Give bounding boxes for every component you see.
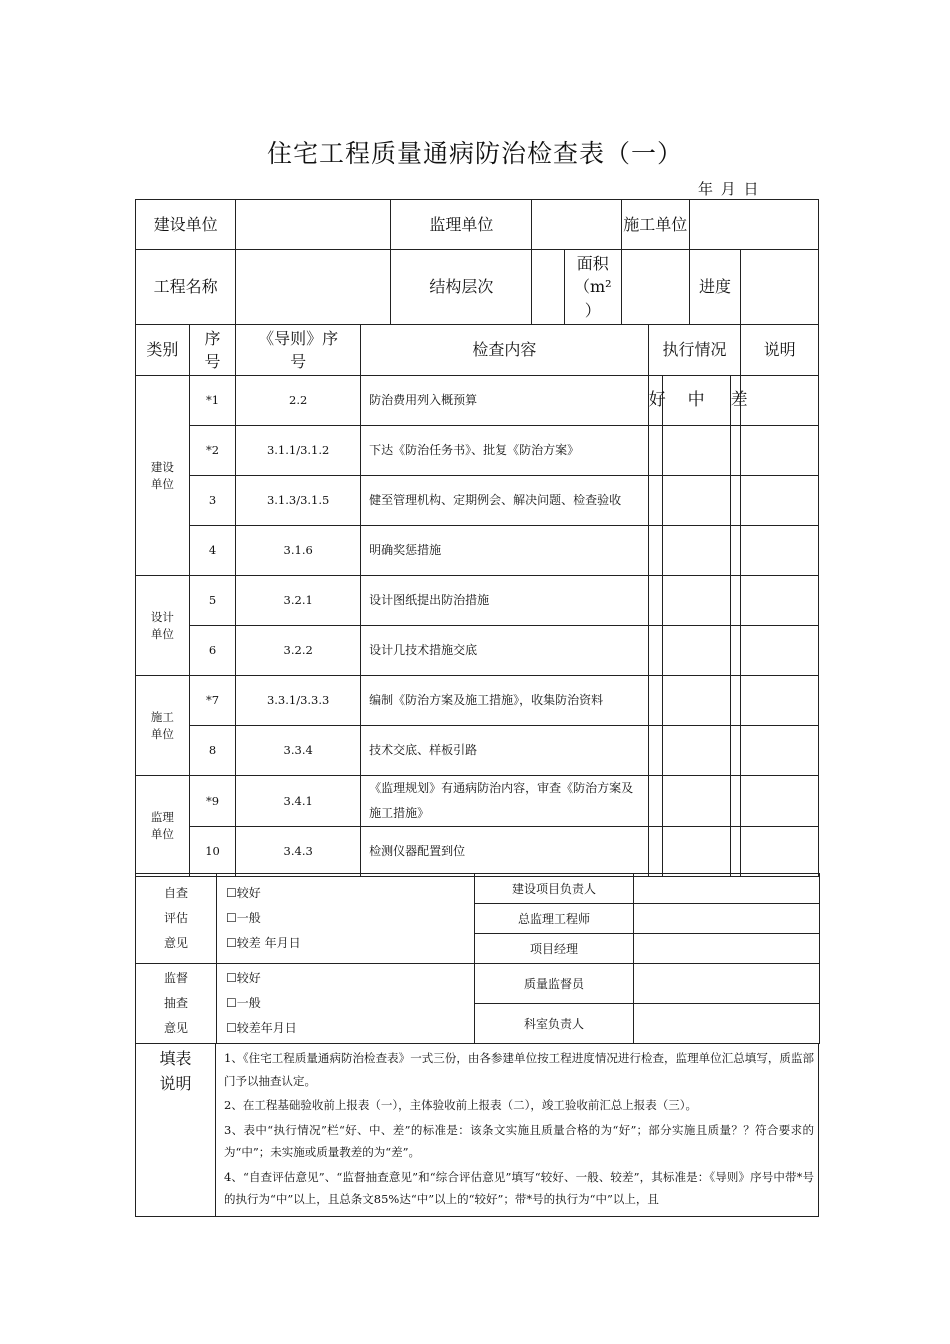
label-progress: 进度 — [689, 250, 741, 325]
row-note[interactable] — [741, 726, 819, 776]
row-seq: 5 — [189, 576, 235, 626]
col-content: 检查内容 — [361, 325, 649, 376]
row-seq: 8 — [189, 726, 235, 776]
category-build — [136, 376, 190, 576]
role-project-leader: 建设项目负责人 — [475, 874, 634, 904]
row-content-line1: 《监理规划》有通病防治内容，审查《防治方案及 — [369, 781, 634, 795]
col-category: 类别 — [136, 325, 190, 376]
row-note[interactable] — [741, 426, 819, 476]
instruction-item: 3、表中“执行情况”栏“好、中、差”的标准是：该条文实施且质量合格的为“好”；部分实施且质量？？符合要求的为“中”；未实施或质量教差的为“差”。 — [224, 1122, 814, 1159]
value-area[interactable] — [621, 250, 689, 325]
instruction-item: 4、“自查评估意见”、“监督抽查意见”和“综合评估意见”填写“较好、一般、较差”，其标准是：《导则》序号中带*号的执行为“中”以上，且总条文85%达“中”以上的“较好”；带*号的执行为“中”以上，且 — [224, 1169, 814, 1206]
row-seq: 4 — [189, 526, 235, 576]
category-supervise — [136, 776, 190, 877]
row-note[interactable] — [741, 776, 819, 827]
instructions-body — [224, 1047, 814, 1213]
cell-poor[interactable] — [730, 526, 741, 576]
row-seq: 6 — [189, 626, 235, 676]
role-section-head: 科室负责人 — [475, 1004, 634, 1044]
value-supervise-unit[interactable] — [532, 200, 621, 250]
self-eval-option-poor[interactable]: ☐较差 年月日 — [226, 936, 301, 950]
row-ref: 3.4.1 — [236, 776, 361, 827]
cell-good[interactable] — [648, 776, 662, 827]
supervise-eval-option-poor[interactable]: ☐较差年月日 — [226, 1021, 297, 1035]
row-seq: 3 — [189, 476, 235, 526]
row-note[interactable] — [741, 376, 819, 426]
cell-medium[interactable] — [662, 426, 730, 476]
self-eval-label-line2: 评估 — [163, 911, 188, 925]
self-eval-option-fair[interactable]: ☐一般 — [226, 911, 261, 925]
category-design — [136, 576, 190, 676]
col-guide-seq — [236, 325, 361, 376]
row-seq: *9 — [189, 776, 235, 827]
cell-medium[interactable] — [662, 626, 730, 676]
category-construct-line1: 施工 — [150, 709, 174, 724]
row-note[interactable] — [741, 476, 819, 526]
category-build-line1: 建设 — [150, 459, 174, 474]
table-bottom-border — [135, 1216, 819, 1217]
cell-good[interactable] — [648, 676, 662, 726]
col-execution: 执行情况 — [648, 325, 741, 376]
instructions-label-line1: 填表 — [159, 1049, 192, 1068]
category-build-line2: 单位 — [150, 476, 174, 491]
grade-medium-header[interactable]: 中 — [662, 376, 730, 426]
cell-medium[interactable] — [662, 526, 730, 576]
label-build-unit: 建设单位 — [136, 200, 236, 250]
row-content: 设计图纸提出防治措施 — [361, 576, 649, 626]
cell-medium[interactable] — [662, 676, 730, 726]
cell-good[interactable] — [648, 576, 662, 626]
row-content: 编制《防治方案及施工措施》，收集防治资料 — [361, 676, 649, 726]
row-content: 检测仪器配置到位 — [361, 827, 649, 877]
page-title: 住宅工程质量通病防治检查表（一） — [266, 139, 683, 168]
date-label: 年 月 日 — [698, 180, 759, 198]
cell-poor[interactable] — [730, 626, 741, 676]
cell-good[interactable] — [648, 626, 662, 676]
supervise-eval-option-fair[interactable]: ☐一般 — [226, 996, 261, 1010]
supervise-eval-label-line3: 意见 — [163, 1021, 188, 1035]
category-design-line2: 单位 — [150, 626, 174, 641]
cell-medium[interactable] — [662, 476, 730, 526]
row-content: 明确奖惩措施 — [361, 526, 649, 576]
value-build-unit[interactable] — [236, 200, 391, 250]
label-supervise-unit: 监理单位 — [391, 200, 532, 250]
area-label-line2: （m² — [573, 277, 612, 297]
row-seq: *1 — [189, 376, 235, 426]
cell-poor[interactable] — [730, 576, 741, 626]
label-structure-floors: 结构层次 — [391, 250, 532, 325]
row-ref: 2.2 — [236, 376, 361, 426]
role-project-manager: 项目经理 — [475, 934, 634, 964]
col-note: 说明 — [741, 325, 819, 376]
value-construct-unit[interactable] — [689, 200, 818, 250]
instruction-item: 2、在工程基础验收前上报表（一），主体验收前上报表（二），竣工验收前汇总上报表（三）。 — [224, 1098, 698, 1112]
row-ref: 3.2.1 — [236, 576, 361, 626]
self-eval-label-line1: 自查 — [163, 886, 188, 900]
signature-chief-supervisor[interactable] — [634, 904, 820, 934]
role-quality-inspector: 质量监督员 — [475, 964, 634, 1004]
self-eval-label-line3: 意见 — [163, 936, 188, 950]
col-guide-seq-line2: 号 — [290, 352, 307, 371]
cell-good[interactable] — [648, 827, 662, 877]
row-content: 健至管理机构、定期例会、解决问题、检查验收 — [361, 476, 649, 526]
row-seq: 10 — [189, 827, 235, 877]
cell-poor[interactable] — [730, 776, 741, 827]
instructions-label — [136, 1044, 216, 1217]
row-content: 设计几技术措施交底 — [361, 626, 649, 676]
row-ref: 3.3.4 — [236, 726, 361, 776]
category-construct-line2: 单位 — [150, 726, 174, 741]
row-note[interactable] — [741, 526, 819, 576]
row-seq: *2 — [189, 426, 235, 476]
col-seq-line2: 号 — [204, 352, 221, 371]
value-structure-floors[interactable] — [532, 250, 564, 325]
row-ref: 3.4.3 — [236, 827, 361, 877]
cell-medium[interactable] — [662, 576, 730, 626]
supervise-eval-label — [136, 964, 217, 1044]
category-supervise-line1: 监理 — [150, 810, 174, 825]
supervise-eval-label-line2: 抽查 — [163, 996, 188, 1010]
area-label-line1: 面积 — [576, 254, 609, 274]
cell-medium[interactable] — [662, 726, 730, 776]
row-content: 下达《防治任务书》、批复《防治方案》 — [361, 426, 649, 476]
row-ref: 3.1.6 — [236, 526, 361, 576]
row-content: 防治费用列入概预算 — [361, 376, 649, 426]
cell-good[interactable] — [648, 476, 662, 526]
cell-poor[interactable] — [730, 676, 741, 726]
label-project-name: 工程名称 — [136, 250, 236, 325]
cell-good[interactable] — [648, 426, 662, 476]
supervise-eval-option-good[interactable]: ☐较好 — [226, 971, 261, 985]
value-project-name[interactable] — [236, 250, 391, 325]
category-design-line1: 设计 — [150, 609, 174, 624]
cell-medium[interactable] — [662, 827, 730, 877]
col-guide-seq-line1: 《导则》序 — [258, 328, 339, 348]
label-construct-unit: 施工单位 — [621, 200, 689, 250]
row-note[interactable] — [741, 676, 819, 726]
row-ref: 3.1.3/3.1.5 — [236, 476, 361, 526]
evaluation-table — [135, 873, 820, 1044]
grade-poor-header[interactable]: 差 — [730, 376, 741, 426]
role-chief-supervisor: 总监理工程师 — [475, 904, 634, 934]
self-eval-label — [136, 874, 217, 964]
supervise-eval-options — [217, 964, 475, 1044]
row-content-line2: 施工措施》 — [369, 806, 430, 820]
row-ref: 3.2.2 — [236, 626, 361, 676]
row-ref: 3.3.1/3.3.3 — [236, 676, 361, 726]
signature-quality-inspector[interactable] — [634, 964, 820, 1004]
cell-good[interactable] — [648, 526, 662, 576]
signature-project-leader[interactable] — [634, 874, 820, 904]
value-progress[interactable] — [741, 250, 819, 325]
cell-good[interactable] — [648, 726, 662, 776]
supervise-eval-label-line1: 监督 — [163, 971, 188, 985]
instructions-label-line2: 说明 — [159, 1074, 192, 1093]
cell-poor[interactable] — [730, 476, 741, 526]
category-construct — [136, 676, 190, 776]
instructions-section — [135, 1043, 819, 1217]
instruction-item: 1、《住宅工程质量通病防治检查表》一式三份，由各参建单位按工程进度情况进行检查，监理单位汇总填写，质监部门予以抽查认定。 — [224, 1051, 814, 1088]
cell-medium[interactable] — [662, 776, 730, 827]
row-note[interactable] — [741, 626, 819, 676]
row-content: 技术交底、样板引路 — [361, 726, 649, 776]
row-ref: 3.1.1/3.1.2 — [236, 426, 361, 476]
row-note[interactable] — [741, 576, 819, 626]
inspection-table — [135, 199, 819, 877]
category-supervise-line2: 单位 — [150, 827, 174, 841]
signature-section-head[interactable] — [634, 1004, 820, 1044]
row-note[interactable] — [741, 827, 819, 877]
self-eval-options — [217, 874, 475, 964]
grade-good-header[interactable]: 好 — [648, 376, 662, 426]
self-eval-option-good[interactable]: ☐较好 — [226, 886, 261, 900]
label-area — [564, 250, 621, 325]
signature-project-manager[interactable] — [634, 934, 820, 964]
col-seq — [189, 325, 235, 376]
col-seq-line1: 序 — [204, 328, 221, 348]
row-content — [361, 776, 649, 827]
cell-poor[interactable] — [730, 426, 741, 476]
cell-poor[interactable] — [730, 827, 741, 877]
cell-poor[interactable] — [730, 726, 741, 776]
row-seq: *7 — [189, 676, 235, 726]
area-label-line3: ） — [584, 300, 601, 320]
